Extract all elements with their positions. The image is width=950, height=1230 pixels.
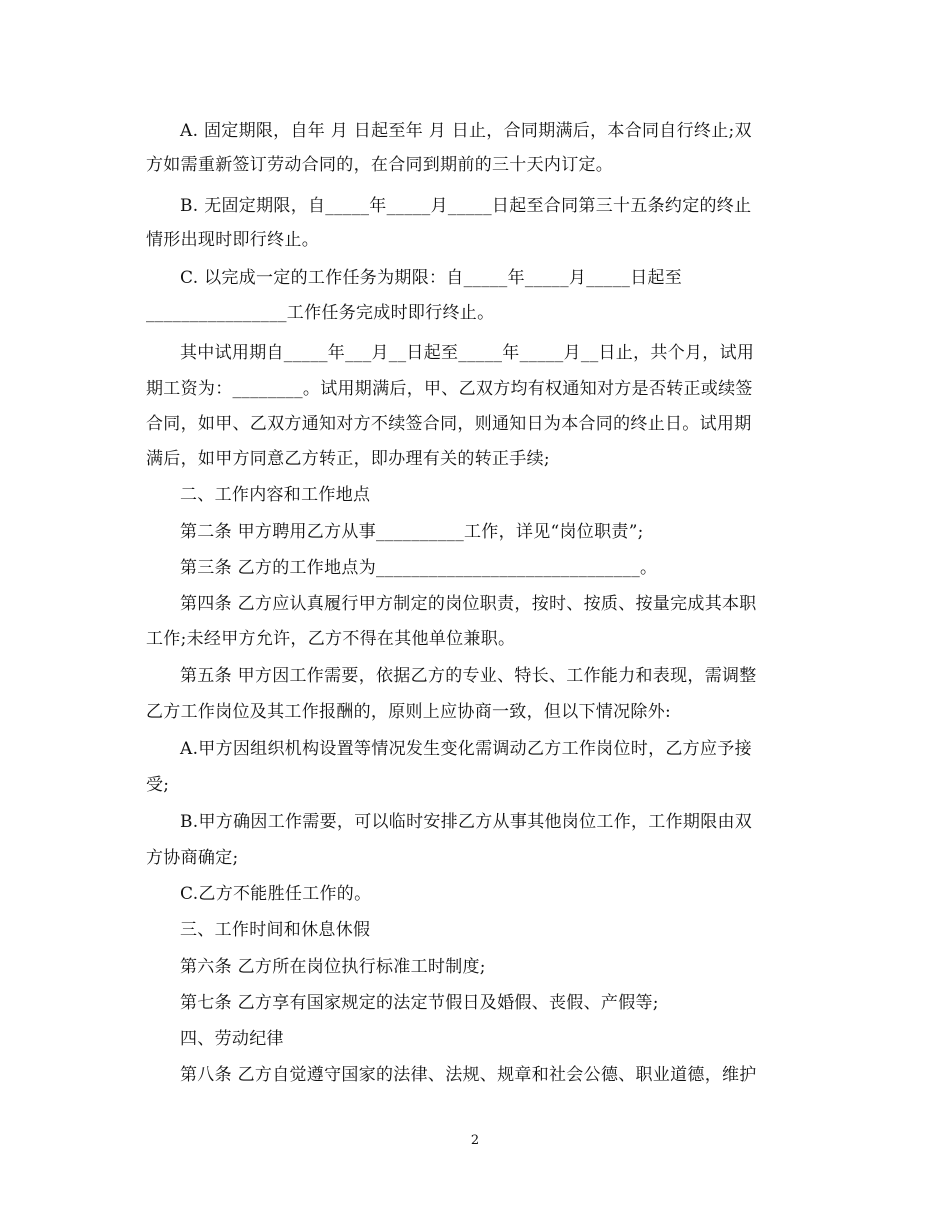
- section-heading: 二、工作内容和工作地点: [180, 485, 371, 505]
- paragraph-line: C.乙方不能胜任工作的。: [180, 884, 372, 904]
- paragraph-line: 第五条 甲方因工作需要，依据乙方的专业、特长、工作能力和表现，需调整: [180, 666, 757, 686]
- paragraph-line: 期工资为：________。试用期满后，甲、乙双方均有权通知对方是否转正或续签: [146, 379, 753, 399]
- paragraph-line: A.甲方因组织机构设置等情况发生变化需调动乙方工作岗位时，乙方应予接: [180, 739, 752, 759]
- page-number: 2: [470, 1133, 480, 1148]
- paragraph-line: 乙方工作岗位及其工作报酬的，原则上应协商一致，但以下情况除外:: [146, 702, 672, 722]
- paragraph-line: A. 固定期限，自年 月 日起至年 月 日止，合同期满后，本合同自行终止;双: [180, 121, 752, 141]
- paragraph-line: 第八条 乙方自觉遵守国家的法律、法规、规章和社会公德、职业道德，维护: [180, 1065, 757, 1085]
- paragraph-line: 第七条 乙方享有国家规定的法定节假日及婚假、丧假、产假等;: [180, 993, 659, 1013]
- paragraph-line: B.甲方确因工作需要，可以临时安排乙方从事其他岗位工作，工作期限由双: [180, 812, 753, 832]
- paragraph-line: 情形出现时即行终止。: [146, 230, 319, 250]
- paragraph-line: ________________工作任务完成时即行终止。: [146, 303, 495, 323]
- paragraph-line: 满后，如甲方同意乙方转正，即办理有关的转正手续;: [146, 449, 550, 469]
- paragraph-line: 第四条 乙方应认真履行甲方制定的岗位职责，按时、按质、按量完成其本职: [180, 594, 757, 614]
- paragraph-line: B. 无固定期限，自_____年_____月_____日起至合同第三十五条约定的终止: [180, 196, 752, 216]
- paragraph-line: 其中试用期自_____年___月__日起至_____年_____月__日止，共个月，试用: [180, 343, 755, 363]
- paragraph-line: 方协商确定;: [146, 848, 239, 868]
- paragraph-line: 方如需重新签订劳动合同的，在合同到期前的三十天内订定。: [146, 155, 614, 175]
- paragraph-line: 第六条 乙方所在岗位执行标准工时制度;: [180, 957, 486, 977]
- section-heading: 三、工作时间和休息休假: [180, 920, 371, 940]
- paragraph-line: 第三条 乙方的工作地点为______________________________。: [180, 558, 658, 578]
- paragraph-line: 工作;未经甲方允许，乙方不得在其他单位兼职。: [146, 629, 516, 649]
- paragraph-line: 第二条 甲方聘用乙方从事__________工作，详见“岗位职责”;: [180, 522, 644, 542]
- paragraph-line: 受;: [146, 775, 170, 795]
- paragraph-line: C. 以完成一定的工作任务为期限：自_____年_____月_____日起至: [180, 268, 683, 288]
- section-heading: 四、劳动纪律: [180, 1029, 284, 1049]
- paragraph-line: 合同，如甲、乙双方通知对方不续签合同，则通知日为本合同的终止日。试用期: [146, 414, 752, 434]
